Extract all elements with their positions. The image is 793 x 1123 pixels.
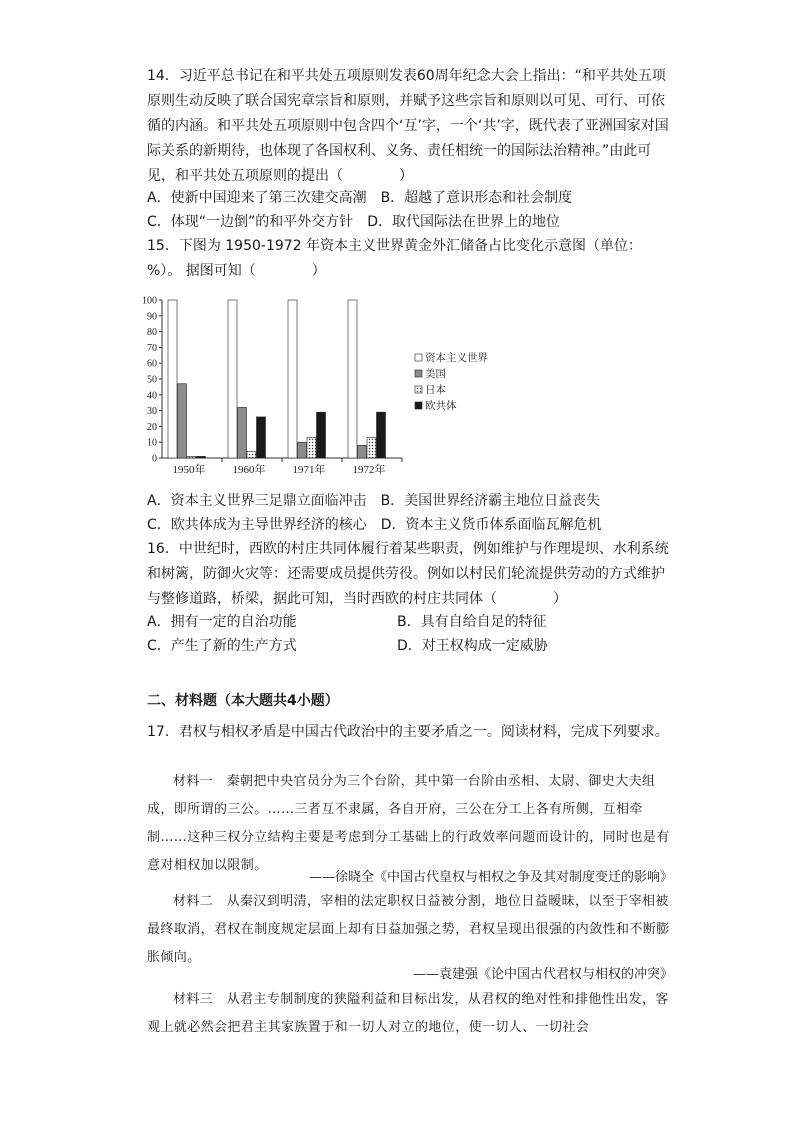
question-14-options bbox=[147, 186, 675, 234]
legend-swatch bbox=[415, 370, 422, 377]
question-15-options bbox=[147, 489, 675, 537]
option-row bbox=[147, 489, 675, 513]
material-2-text: 材料二 从秦汉到明清，宰相的法定职权日益被分割，地位日益暧昧，以至于宰相被最终取消，君权在制度规定层面上却有日益加强之势，君权呈现出很强的内敛性和不断膨胀倾向。 bbox=[147, 894, 670, 965]
bar bbox=[238, 407, 247, 458]
y-tick-label: 60 bbox=[147, 358, 157, 370]
legend-swatch bbox=[415, 402, 422, 409]
option-row bbox=[147, 634, 675, 658]
bar bbox=[228, 300, 237, 458]
bar bbox=[348, 300, 357, 458]
question-16-stem: 16．中世纪时，西欧的村庄共同体履行着某些职责，例如维护与作理堤坝、水利系统和树篱，防御火灾等：还需要成员提供劳役。例如以村民们轮流提供劳动的方式维护与整修道路，桥梁，据此可知，当时西欧的村庄共同体（ ） bbox=[147, 541, 669, 607]
x-tick-label: 1972年 bbox=[352, 464, 386, 476]
option-a[interactable]: A．拥有一定的自治功能 bbox=[147, 614, 297, 630]
option-b[interactable]: B．具有自给自足的特征 bbox=[397, 614, 547, 630]
question-14-stem: 14．习近平总书记在和平共处五项原则发表60周年纪念大会上指出：“和平共处五项原则生动反映了联合国宪章宗旨和原则，并赋予这些宗旨和原则以可见、可行、可依循的内涵。和平共处五项原则中包含四个‘互’字，一个‘共’字，既代表了亚洲国家对国际关系的新期待，也体现了各国权利、义务、责任相统一的国际法治精神。”由此可见，和平共处五项原则的提出（ ） bbox=[147, 68, 669, 184]
bar bbox=[187, 456, 196, 458]
y-tick-label: 40 bbox=[147, 390, 157, 402]
y-tick-label: 0 bbox=[152, 453, 157, 465]
question-16 bbox=[147, 537, 675, 612]
y-tick-label: 100 bbox=[142, 295, 157, 307]
question-15 bbox=[147, 234, 675, 284]
bar bbox=[178, 384, 187, 458]
x-tick-label: 1960年 bbox=[232, 464, 266, 476]
x-tick-label: 1971年 bbox=[292, 464, 326, 476]
question-14 bbox=[147, 64, 675, 189]
bar bbox=[168, 300, 177, 458]
legend-label: 美国 bbox=[425, 368, 446, 380]
legend-label: 日本 bbox=[425, 384, 446, 396]
bar bbox=[247, 452, 256, 458]
y-tick-label: 90 bbox=[147, 311, 157, 323]
option-row bbox=[147, 610, 675, 634]
bar bbox=[317, 412, 326, 458]
option-d[interactable]: D．对王权构成一定威胁 bbox=[397, 638, 548, 654]
question-15-stem: 15．下图为 1950-1972 年资本主义世界黄金外汇储备占比变化示意图（单位：%）。 据图可知（ ） bbox=[147, 238, 643, 279]
reserve-share-bar-chart bbox=[137, 288, 517, 478]
section-heading: 二、材料题（本大题共4小题） bbox=[147, 693, 339, 709]
y-tick-label: 20 bbox=[147, 421, 157, 433]
bar bbox=[197, 456, 206, 458]
option-d[interactable]: D．资本主义货币体系面临瓦解危机 bbox=[380, 517, 602, 533]
legend-swatch bbox=[415, 386, 422, 393]
question-16-options bbox=[147, 610, 675, 658]
option-b[interactable]: B．超越了意识形态和社会制度 bbox=[380, 190, 573, 206]
option-row bbox=[147, 513, 675, 537]
y-tick-label: 50 bbox=[147, 374, 157, 386]
material-1 bbox=[147, 768, 672, 880]
option-d[interactable]: D．取代国际法在世界上的地位 bbox=[367, 214, 561, 230]
option-c[interactable]: C．产生了新的生产方式 bbox=[147, 638, 297, 654]
x-tick-label: 1950年 bbox=[172, 464, 206, 476]
material-2 bbox=[147, 888, 672, 972]
question-17 bbox=[147, 720, 675, 745]
bar bbox=[377, 412, 386, 458]
question-17-stem: 17．君权与相权矛盾是中国古代政治中的主要矛盾之一。阅读材料，完成下列要求。 bbox=[147, 724, 669, 740]
option-a[interactable]: A．资本主义世界三足鼎立面临冲击 bbox=[147, 493, 367, 509]
legend-swatch bbox=[415, 354, 422, 361]
bar bbox=[257, 417, 266, 458]
option-b[interactable]: B．美国世界经济霸主地位日益丧失 bbox=[380, 493, 601, 509]
y-tick-label: 30 bbox=[147, 406, 157, 418]
option-a[interactable]: A．使新中国迎来了第三次建交高潮 bbox=[147, 190, 367, 206]
option-c[interactable]: C．体现“一边倒”的和平外交方针 bbox=[147, 214, 354, 230]
option-row bbox=[147, 210, 675, 234]
bar bbox=[307, 437, 316, 458]
bar bbox=[367, 437, 376, 458]
material-3-text: 材料三 从君主专制制度的狭隘利益和目标出发，从君权的绝对性和排他性出发，客观上就必然会把君主其家族置于和一切人对立的地位，使一切人、一切社会 bbox=[147, 992, 669, 1035]
material-1-text: 材料一 秦朝把中央官员分为三个台阶，其中第一台阶由丞相、太尉、御史大夫组成，即所谓的三公。……三者互不隶属，各自开府，三公在分工上各有所侧，互相牵制……这种三权分立结构主要是考虑到分工基础上的行政效率问题而设计的，同时也是有意对相权加以限制。 bbox=[147, 774, 670, 873]
bar bbox=[288, 300, 297, 458]
y-tick-label: 10 bbox=[147, 437, 157, 449]
y-tick-label: 80 bbox=[147, 327, 157, 339]
bar bbox=[358, 445, 367, 458]
y-tick-label: 70 bbox=[147, 342, 157, 354]
material-1-source: ——徐晓全《中国古代皇权与相权之争及其对制度变迁的影响》 bbox=[308, 870, 673, 885]
material-3 bbox=[147, 986, 672, 1042]
option-row bbox=[147, 186, 675, 210]
bar bbox=[298, 442, 307, 458]
legend-label: 资本主义世界 bbox=[425, 352, 488, 364]
legend-label: 欧共体 bbox=[425, 400, 457, 412]
material-2-source: ——袁建强《论中国古代君权与相权的冲突》 bbox=[412, 967, 673, 982]
option-c[interactable]: C．欧共体成为主导世界经济的核心 bbox=[147, 517, 367, 533]
